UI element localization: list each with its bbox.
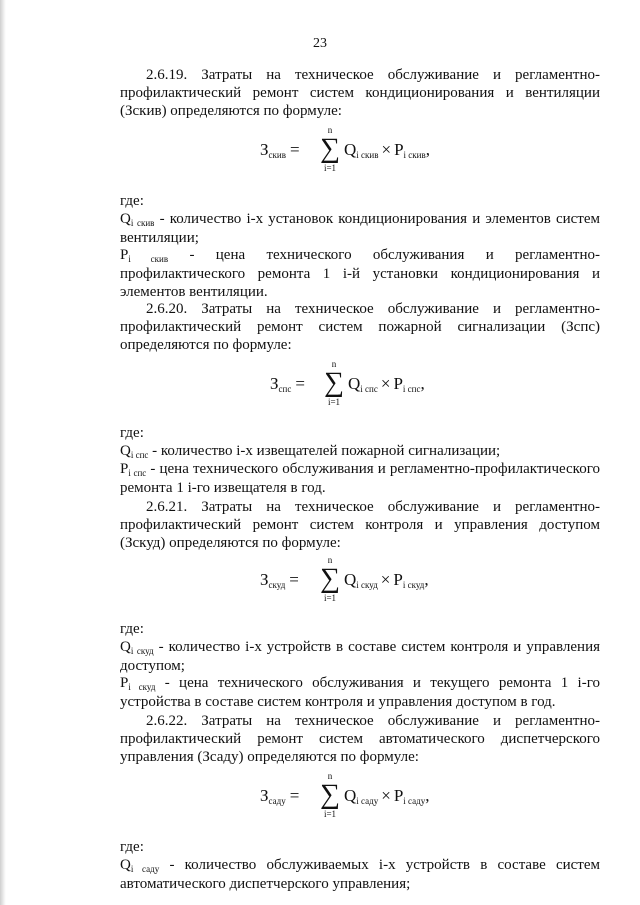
- formula-sadu: [120, 772, 600, 832]
- sum-symbol: n ∑ i=1: [320, 125, 340, 173]
- sum-symbol: n ∑ i=1: [320, 771, 340, 819]
- definition-q-sadu: $Q_{i саду}$ - количество обслуживаемых i-х устройств в составе систем автоматического диспетчерского управления;: [120, 857, 600, 892]
- definition-q-skud: $Q_{i скуд}$ - количество i-х устройств в составе систем контроля и управления доступом;: [120, 639, 600, 674]
- where-label: где:: [120, 839, 144, 855]
- formula-rhs: Qi скуд × Pi скуд,: [344, 570, 429, 590]
- where-label: где:: [120, 621, 144, 637]
- formula-rhs: Qi спс × Pi спс,: [348, 374, 425, 394]
- paragraph-2-6-19: 2.6.19. Затраты на техническое обслуживание и регламентно-профилактический ремонт систем кондиционирования и вентиляции (Зскив) определяются по формуле:: [120, 67, 600, 119]
- sum-symbol: n ∑ i=1: [324, 359, 344, 407]
- formula-lhs: Зспс =: [270, 374, 305, 394]
- where-label: где:: [120, 425, 144, 441]
- formula-rhs: Qi саду × Pi саду,: [344, 786, 430, 806]
- formula-skud: [120, 556, 600, 616]
- formula-lhs: Зсаду =: [260, 786, 300, 806]
- paragraph-2-6-22: 2.6.22. Затраты на техническое обслуживание и регламентно-профилактический ремонт систем автоматического диспетчерского управления (Зсаду) определяются по формуле:: [120, 713, 600, 765]
- formula-sps: [120, 360, 600, 420]
- sum-symbol: n ∑ i=1: [320, 555, 340, 603]
- page-number: 23: [313, 36, 327, 51]
- where-label: где:: [120, 193, 144, 209]
- formula-lhs: Зскив =: [260, 140, 300, 160]
- definition-q-sps: $Q_{i спс}$ - количество i-х извещателей пожарной сигнализации;: [120, 443, 501, 460]
- paragraph-2-6-21: 2.6.21. Затраты на техническое обслуживание и регламентно-профилактический ремонт систем контроля и управления доступом (Зскуд) определяются по формуле:: [120, 499, 600, 551]
- formula-skiv: [120, 126, 600, 186]
- formula-lhs: Зскуд =: [260, 570, 299, 590]
- definition-p-skud: $P_{i скуд}$ - цена технического обслуживания и текущего ремонта 1 i-го устройства в составе систем контроля и управления доступом в год.: [120, 675, 600, 710]
- definition-p-skiv: $P_{i скив}$ - цена технического обслуживания и регламентно-профилактического ремонта 1 i-й установки кондиционирования и элементов вентиляции.: [120, 247, 600, 300]
- definition-p-sps: $P_{i спс}$ - цена технического обслуживания и регламентно-профилактического ремонта 1 i-го извещателя в год.: [120, 461, 600, 496]
- formula-rhs: Qi скив × Pi скив,: [344, 140, 430, 160]
- definition-q-skiv: $Q_{i скив}$ - количество i-х установок кондиционирования и элементов систем вентиляции;: [120, 211, 600, 246]
- scan-edge: [0, 0, 6, 905]
- paragraph-2-6-20: 2.6.20. Затраты на техническое обслуживание и регламентно-профилактический ремонт систем пожарной сигнализации (Зспс) определяются по формуле:: [120, 301, 600, 353]
